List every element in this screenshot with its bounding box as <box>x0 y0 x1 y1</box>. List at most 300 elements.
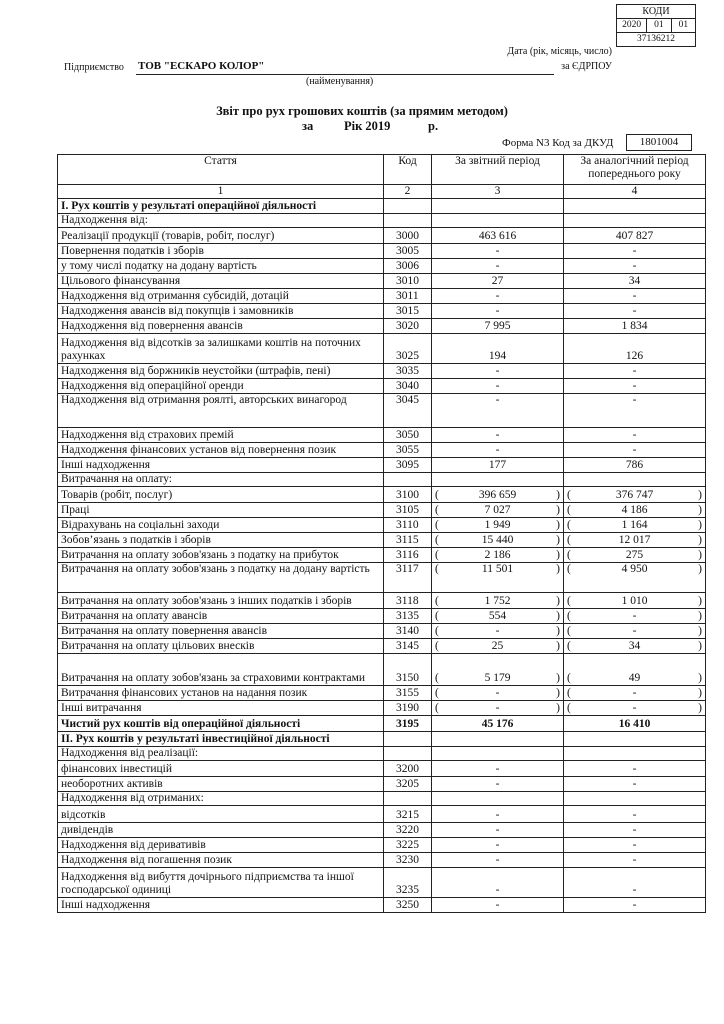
row-previous: - <box>564 259 706 274</box>
table-row <box>58 199 706 214</box>
parenthesized-value <box>567 687 702 700</box>
table-row <box>58 319 706 334</box>
row-current: - <box>432 806 564 823</box>
value: 5 179 <box>484 672 511 684</box>
open-paren: ( <box>567 625 571 637</box>
row-code: 3230 <box>384 853 432 868</box>
row-previous: - <box>564 379 706 394</box>
open-paren: ( <box>435 595 439 607</box>
row-previous <box>564 747 706 761</box>
table-row <box>58 458 706 473</box>
close-paren: ) <box>556 687 560 699</box>
row-code: 3200 <box>384 761 432 777</box>
row-label: Витрачання на оплату повернення авансів <box>58 624 384 639</box>
row-previous: - <box>564 806 706 823</box>
row-previous: 786 <box>564 458 706 473</box>
row-label: Витрачання на оплату: <box>58 473 384 487</box>
col-num-1: 1 <box>58 185 384 199</box>
value: 25 <box>491 640 504 652</box>
form-label: Форма N3 Код за ДКУД <box>502 137 614 149</box>
parenthesized-value <box>567 672 702 685</box>
row-label: Цільового фінансування <box>58 274 384 289</box>
row-code <box>384 732 432 747</box>
close-paren: ) <box>698 610 702 622</box>
row-current <box>432 609 564 624</box>
row-code: 3045 <box>384 394 432 428</box>
row-previous <box>564 518 706 533</box>
close-paren: ) <box>556 625 560 637</box>
value: 12 017 <box>618 534 651 546</box>
table-row <box>58 639 706 654</box>
table-row <box>58 443 706 458</box>
open-paren: ( <box>567 595 571 607</box>
row-previous: - <box>564 244 706 259</box>
table-row <box>58 244 706 259</box>
row-label: у тому числі податку на додану вартість <box>58 259 384 274</box>
row-current: - <box>432 443 564 458</box>
row-label: Витрачання на оплату зобов'язань з податку на прибуток <box>58 548 384 563</box>
open-paren: ( <box>567 640 571 652</box>
value: 15 440 <box>481 534 514 546</box>
row-code: 3118 <box>384 593 432 609</box>
row-previous <box>564 487 706 503</box>
close-paren: ) <box>556 489 560 501</box>
row-current: 45 176 <box>432 716 564 732</box>
row-code: 3115 <box>384 533 432 548</box>
parenthesized-value <box>435 640 560 653</box>
value: 554 <box>488 610 507 622</box>
open-paren: ( <box>435 549 439 561</box>
table-row <box>58 777 706 792</box>
table-row <box>58 503 706 518</box>
period-prefix: за <box>302 119 314 133</box>
row-label: Реалізації продукції (товарів, робіт, послуг) <box>58 228 384 244</box>
value: 376 747 <box>615 489 654 501</box>
row-previous: - <box>564 428 706 443</box>
table-row <box>58 228 706 244</box>
value: - <box>495 687 500 699</box>
row-previous <box>564 199 706 214</box>
parenthesized-value <box>567 504 702 517</box>
row-label: ІІ. Рух коштів у результаті інвестиційної діяльності <box>58 732 384 747</box>
table-row <box>58 609 706 624</box>
row-current: 194 <box>432 334 564 364</box>
row-label: Витрачання на оплату цільових внесків <box>58 639 384 654</box>
table-row <box>58 548 706 563</box>
close-paren: ) <box>556 640 560 652</box>
row-previous <box>564 686 706 701</box>
table-row <box>58 274 706 289</box>
enterprise-underline <box>136 74 554 75</box>
row-label: Витрачання фінансових установ на надання позик <box>58 686 384 701</box>
row-code: 3110 <box>384 518 432 533</box>
row-label: Надходження від реалізації: <box>58 747 384 761</box>
value: 396 659 <box>478 489 517 501</box>
value: 34 <box>628 640 641 652</box>
row-label: Надходження від страхових премій <box>58 428 384 443</box>
table-row <box>58 304 706 319</box>
table-row <box>58 747 706 761</box>
open-paren: ( <box>435 672 439 684</box>
row-label: Надходження від деривативів <box>58 838 384 853</box>
row-previous <box>564 701 706 716</box>
table-row <box>58 533 706 548</box>
row-previous: - <box>564 823 706 838</box>
close-paren: ) <box>698 549 702 561</box>
close-paren: ) <box>556 702 560 714</box>
row-current: - <box>432 823 564 838</box>
table-row <box>58 823 706 838</box>
row-previous: - <box>564 443 706 458</box>
parenthesized-value <box>567 519 702 532</box>
row-current <box>432 533 564 548</box>
table-row <box>58 473 706 487</box>
row-previous: 34 <box>564 274 706 289</box>
row-current: - <box>432 394 564 428</box>
close-paren: ) <box>698 519 702 531</box>
row-code: 3055 <box>384 443 432 458</box>
close-paren: ) <box>698 534 702 546</box>
table-row <box>58 624 706 639</box>
row-label: Надходження від отримання субсидій, дотацій <box>58 289 384 304</box>
row-previous: - <box>564 777 706 792</box>
row-current: - <box>432 379 564 394</box>
close-paren: ) <box>698 640 702 652</box>
close-paren: ) <box>556 595 560 607</box>
value: 7 027 <box>484 504 511 516</box>
row-current: - <box>432 868 564 898</box>
open-paren: ( <box>567 549 571 561</box>
row-previous: - <box>564 868 706 898</box>
row-label: фінансових інвестицій <box>58 761 384 777</box>
open-paren: ( <box>567 563 571 575</box>
row-current: - <box>432 898 564 913</box>
row-code: 3040 <box>384 379 432 394</box>
close-paren: ) <box>556 504 560 516</box>
row-code: 3006 <box>384 259 432 274</box>
row-label: Надходження від вибуття дочірнього підприємства та іншої господарської одиниці <box>58 868 384 898</box>
value: - <box>495 702 500 714</box>
row-current: - <box>432 761 564 777</box>
row-current <box>432 701 564 716</box>
row-code: 3117 <box>384 563 432 593</box>
parenthesized-value <box>567 625 702 638</box>
row-previous <box>564 214 706 228</box>
open-paren: ( <box>435 640 439 652</box>
row-code: 3116 <box>384 548 432 563</box>
row-previous: - <box>564 853 706 868</box>
row-label: Інші надходження <box>58 898 384 913</box>
row-current: - <box>432 289 564 304</box>
table-row <box>58 792 706 806</box>
row-current <box>432 792 564 806</box>
row-code: 3250 <box>384 898 432 913</box>
row-code <box>384 747 432 761</box>
parenthesized-value <box>435 534 560 547</box>
row-current <box>432 747 564 761</box>
table-row <box>58 334 706 364</box>
close-paren: ) <box>556 534 560 546</box>
row-previous: - <box>564 364 706 379</box>
open-paren: ( <box>435 625 439 637</box>
open-paren: ( <box>435 610 439 622</box>
open-paren: ( <box>567 687 571 699</box>
row-code <box>384 199 432 214</box>
parenthesized-value <box>435 702 560 715</box>
table-row <box>58 593 706 609</box>
value: 11 501 <box>481 563 514 575</box>
row-label: Витрачання на оплату зобов'язань з податку на додану вартість <box>58 563 384 593</box>
header-code: Код <box>384 155 432 185</box>
row-label: Витрачання на оплату авансів <box>58 609 384 624</box>
row-current <box>432 624 564 639</box>
row-code: 3035 <box>384 364 432 379</box>
period: Рік 2019 <box>344 119 391 133</box>
open-paren: ( <box>567 534 571 546</box>
table-row <box>58 364 706 379</box>
table-row <box>58 686 706 701</box>
value: 1 164 <box>621 519 648 531</box>
row-code: 3095 <box>384 458 432 473</box>
parenthesized-value <box>435 610 560 623</box>
row-current: 27 <box>432 274 564 289</box>
row-previous <box>564 732 706 747</box>
table-row <box>58 761 706 777</box>
col-num-4: 4 <box>564 185 706 199</box>
cash-flow-table <box>57 154 706 913</box>
row-previous: 16 410 <box>564 716 706 732</box>
row-label: Надходження фінансових установ від повернення позик <box>58 443 384 458</box>
close-paren: ) <box>698 702 702 714</box>
row-current: 177 <box>432 458 564 473</box>
edrpou-label: за ЄДРПОУ <box>561 61 612 72</box>
close-paren: ) <box>556 610 560 622</box>
table-row <box>58 289 706 304</box>
row-current <box>432 199 564 214</box>
value: - <box>632 687 637 699</box>
row-code: 3220 <box>384 823 432 838</box>
table-row <box>58 394 706 428</box>
value: 1 010 <box>621 595 648 607</box>
row-current: - <box>432 838 564 853</box>
row-current: - <box>432 428 564 443</box>
period-suffix: р. <box>428 119 439 133</box>
close-paren: ) <box>698 563 702 575</box>
value: - <box>632 625 637 637</box>
row-code: 3205 <box>384 777 432 792</box>
row-code <box>384 792 432 806</box>
row-label: Надходження від повернення авансів <box>58 319 384 334</box>
date-label: Дата (рік, місяць, число) <box>507 46 612 57</box>
row-current: - <box>432 259 564 274</box>
row-code: 3000 <box>384 228 432 244</box>
parenthesized-value <box>435 563 560 576</box>
parenthesized-value <box>435 625 560 638</box>
open-paren: ( <box>435 534 439 546</box>
row-label: Надходження від операційної оренди <box>58 379 384 394</box>
parenthesized-value <box>435 595 560 608</box>
row-label: Надходження від отриманих: <box>58 792 384 806</box>
parenthesized-value <box>567 702 702 715</box>
enterprise-label: Підприємство <box>64 62 124 73</box>
date-year: 2020 <box>617 19 647 32</box>
row-current <box>432 563 564 593</box>
row-current <box>432 518 564 533</box>
parenthesized-value <box>567 595 702 608</box>
open-paren: ( <box>567 504 571 516</box>
row-code: 3025 <box>384 334 432 364</box>
row-current <box>432 654 564 686</box>
parenthesized-value <box>435 549 560 562</box>
row-previous: 407 827 <box>564 228 706 244</box>
row-current: 463 616 <box>432 228 564 244</box>
row-previous <box>564 609 706 624</box>
col-num-2: 2 <box>384 185 432 199</box>
row-previous: 126 <box>564 334 706 364</box>
form-code: 1801004 <box>626 134 692 151</box>
row-previous <box>564 548 706 563</box>
row-label: Надходження від отримання роялті, авторських винагород <box>58 394 384 428</box>
row-current: - <box>432 304 564 319</box>
row-previous <box>564 654 706 686</box>
row-previous: - <box>564 761 706 777</box>
value: 49 <box>628 672 641 684</box>
date-month: 01 <box>647 19 671 32</box>
row-previous: - <box>564 898 706 913</box>
enterprise-caption: (найменування) <box>306 76 374 87</box>
open-paren: ( <box>567 519 571 531</box>
row-previous <box>564 563 706 593</box>
row-code: 3010 <box>384 274 432 289</box>
row-code: 3195 <box>384 716 432 732</box>
value: 2 186 <box>484 549 511 561</box>
value: 1 752 <box>484 595 511 607</box>
row-label: Повернення податків і зборів <box>58 244 384 259</box>
row-code: 3140 <box>384 624 432 639</box>
row-label: Відрахувань на соціальні заходи <box>58 518 384 533</box>
row-current: - <box>432 364 564 379</box>
edrpou-code: 37136212 <box>637 34 675 44</box>
parenthesized-value <box>567 640 702 653</box>
row-code: 3011 <box>384 289 432 304</box>
row-label: Надходження від: <box>58 214 384 228</box>
parenthesized-value <box>567 489 702 502</box>
row-current <box>432 732 564 747</box>
row-previous <box>564 473 706 487</box>
date-day: 01 <box>678 20 689 30</box>
row-code: 3225 <box>384 838 432 853</box>
parenthesized-value <box>567 534 702 547</box>
row-current <box>432 214 564 228</box>
report-title: Звіт про рух грошових коштів (за прямим методом) <box>216 104 508 118</box>
row-code <box>384 473 432 487</box>
enterprise-name: ТОВ "ЕСКАРО КОЛОР" <box>138 60 265 72</box>
row-previous: - <box>564 838 706 853</box>
close-paren: ) <box>698 595 702 607</box>
row-current <box>432 473 564 487</box>
row-previous: - <box>564 304 706 319</box>
table-row <box>58 868 706 898</box>
row-label: Інші надходження <box>58 458 384 473</box>
row-previous <box>564 533 706 548</box>
row-code: 3155 <box>384 686 432 701</box>
row-code: 3050 <box>384 428 432 443</box>
close-paren: ) <box>556 519 560 531</box>
table-row <box>58 518 706 533</box>
parenthesized-value <box>435 489 560 502</box>
row-current: 7 995 <box>432 319 564 334</box>
row-label: відсотків <box>58 806 384 823</box>
close-paren: ) <box>698 672 702 684</box>
row-previous: - <box>564 394 706 428</box>
row-code: 3190 <box>384 701 432 716</box>
close-paren: ) <box>698 625 702 637</box>
close-paren: ) <box>556 672 560 684</box>
row-label: Надходження від погашення позик <box>58 853 384 868</box>
row-label: Надходження від відсотків за залишками коштів на поточних рахунках <box>58 334 384 364</box>
row-label: необоротних активів <box>58 777 384 792</box>
row-code: 3150 <box>384 654 432 686</box>
row-code: 3135 <box>384 609 432 624</box>
row-current <box>432 503 564 518</box>
value: 4 186 <box>621 504 648 516</box>
close-paren: ) <box>698 489 702 501</box>
open-paren: ( <box>435 489 439 501</box>
close-paren: ) <box>556 549 560 561</box>
col-num-3: 3 <box>432 185 564 199</box>
open-paren: ( <box>567 489 571 501</box>
parenthesized-value <box>567 549 702 562</box>
row-current: - <box>432 244 564 259</box>
parenthesized-value <box>567 610 702 623</box>
table-row <box>58 853 706 868</box>
header-row <box>58 155 706 185</box>
row-current <box>432 548 564 563</box>
row-code: 3005 <box>384 244 432 259</box>
row-label: дивідендів <box>58 823 384 838</box>
row-current <box>432 487 564 503</box>
parenthesized-value <box>435 687 560 700</box>
codes-title: КОДИ <box>617 5 695 19</box>
value: - <box>632 702 637 714</box>
header-item: Стаття <box>58 155 384 185</box>
table-row <box>58 654 706 686</box>
row-code: 3145 <box>384 639 432 654</box>
row-code <box>384 214 432 228</box>
value: - <box>495 625 500 637</box>
value: 4 950 <box>621 563 648 575</box>
open-paren: ( <box>567 610 571 622</box>
row-code: 3100 <box>384 487 432 503</box>
table-row <box>58 487 706 503</box>
table-row <box>58 214 706 228</box>
edrpou-row <box>617 33 695 46</box>
table-row <box>58 898 706 913</box>
table-row <box>58 838 706 853</box>
value: 1 949 <box>484 519 511 531</box>
header-current: За звітний період <box>432 155 564 185</box>
row-previous <box>564 503 706 518</box>
table-row <box>58 563 706 593</box>
table-row <box>58 379 706 394</box>
value: 275 <box>625 549 644 561</box>
row-label: Чистий рух коштів від операційної діяльності <box>58 716 384 732</box>
row-previous: - <box>564 289 706 304</box>
header-previous: За аналогічний період попереднього року <box>564 155 706 185</box>
row-label: Надходження авансів від покупців і замовників <box>58 304 384 319</box>
row-label: Витрачання на оплату зобов'язань за страховими контрактами <box>58 654 384 686</box>
row-previous <box>564 639 706 654</box>
